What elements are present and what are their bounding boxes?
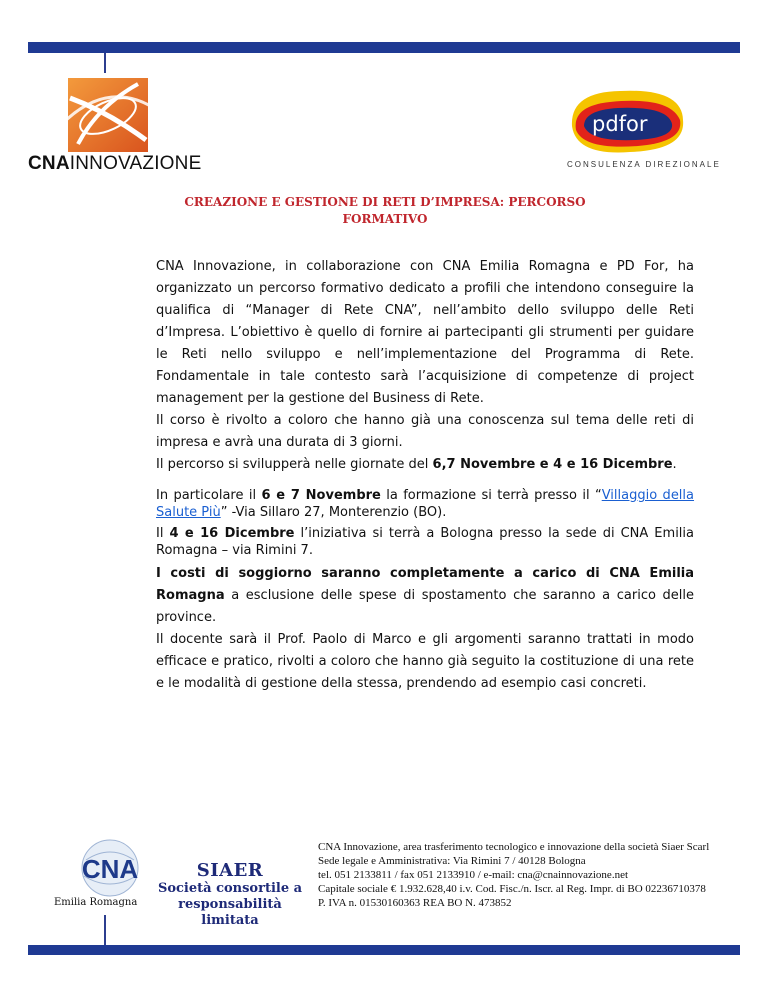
company-line: CNA Innovazione, area trasferimento tecnologico e innovazione della società Siaer Scarl xyxy=(318,841,710,853)
paragraph-november: In particolare il 6 e 7 Novembre la formazione si terrà presso il “Villaggio della Salute Più” -Via Sillaro 27, Monterenzio (BO). xyxy=(156,488,695,520)
document-body xyxy=(156,256,694,695)
cna-innovazione-logo xyxy=(28,78,202,174)
pdfor-wordmark: pdfor xyxy=(592,112,648,136)
paragraph-target: Il corso è rivolto a coloro che hanno già una conoscenza sul tema delle reti di impresa e avrà una durata di 3 giorni. xyxy=(156,413,694,450)
cna-innovazione-wordmark: CNAINNOVAZIONE xyxy=(28,153,202,174)
cna-innovazione-emblem-icon xyxy=(68,78,148,152)
paragraph-december: Il 4 e 16 Dicembre l’iniziativa si terrà a Bologna presso la sede di CNA Emilia Romagna – via Rimini 7. xyxy=(156,526,694,558)
bottom-footer-bar xyxy=(28,945,740,955)
bottom-vertical-rule xyxy=(104,915,106,945)
cna-footer-wordmark: CNA xyxy=(81,854,139,884)
siaer-logo: SIAER Società consortile a responsabilità limitata xyxy=(157,860,303,928)
company-line: tel. 051 2133811 / fax 051 2133910 / e-mail: cna@cnainnovazione.net xyxy=(318,869,629,881)
paragraph-teacher: Il docente sarà il Prof. Paolo di Marco e gli argomenti saranno trattati in modo efficace e pratico, rivolti a coloro che hanno già seguito la costituzione di una rete e le modalità di gestione della stessa, prendendo ad esempio casi concreti. xyxy=(156,632,694,691)
cna-emilia-romagna-caption: Emilia Romagna xyxy=(54,897,138,908)
top-header-bar xyxy=(28,42,740,53)
paragraph-costs: I costi di soggiorno saranno completamente a carico di CNA Emilia Romagna a esclusione delle spese di spostamento che saranno a carico delle province. xyxy=(156,566,694,625)
company-line: Sede legale e Amministrativa: Via Rimini 7 / 40128 Bologna xyxy=(318,855,586,867)
paragraph-dates: Il percorso si svilupperà nelle giornate del 6,7 Novembre e 4 e 16 Dicembre. xyxy=(156,457,677,472)
company-info xyxy=(318,840,758,910)
villaggio-salute-link[interactable]: Villaggio della Salute Più xyxy=(156,488,695,520)
top-vertical-rule xyxy=(104,53,106,73)
paragraph-intro: CNA Innovazione, in collaborazione con CNA Emilia Romagna e PD For, ha organizzato un percorso formativo dedicato a profili che intendono conseguire la qualifica di “Manager di Rete CNA”, nell’ambito dello sviluppo delle Reti d’Impresa. L’obiettivo è quello di fornire ai partecipanti gli strumenti per guidare le Reti nello sviluppo e nell’implementazione del Programma di Rete. Fondamentale in tale contesto sarà l’acquisizione di competenze di project management per la gestione del Business di Rete. xyxy=(156,259,694,406)
document-title: CREAZIONE E GESTIONE DI RETI D’IMPRESA: PERCORSO FORMATIVO xyxy=(184,195,586,226)
company-line: P. IVA n. 01530160363 REA BO N. 473852 xyxy=(318,897,512,909)
company-line: Capitale sociale € 1.932.628,40 i.v. Cod. Fisc./n. Iscr. al Reg. Impr. di BO 02236710378 xyxy=(318,883,706,895)
pdfor-tagline: CONSULENZA DIREZIONALE xyxy=(567,160,721,169)
